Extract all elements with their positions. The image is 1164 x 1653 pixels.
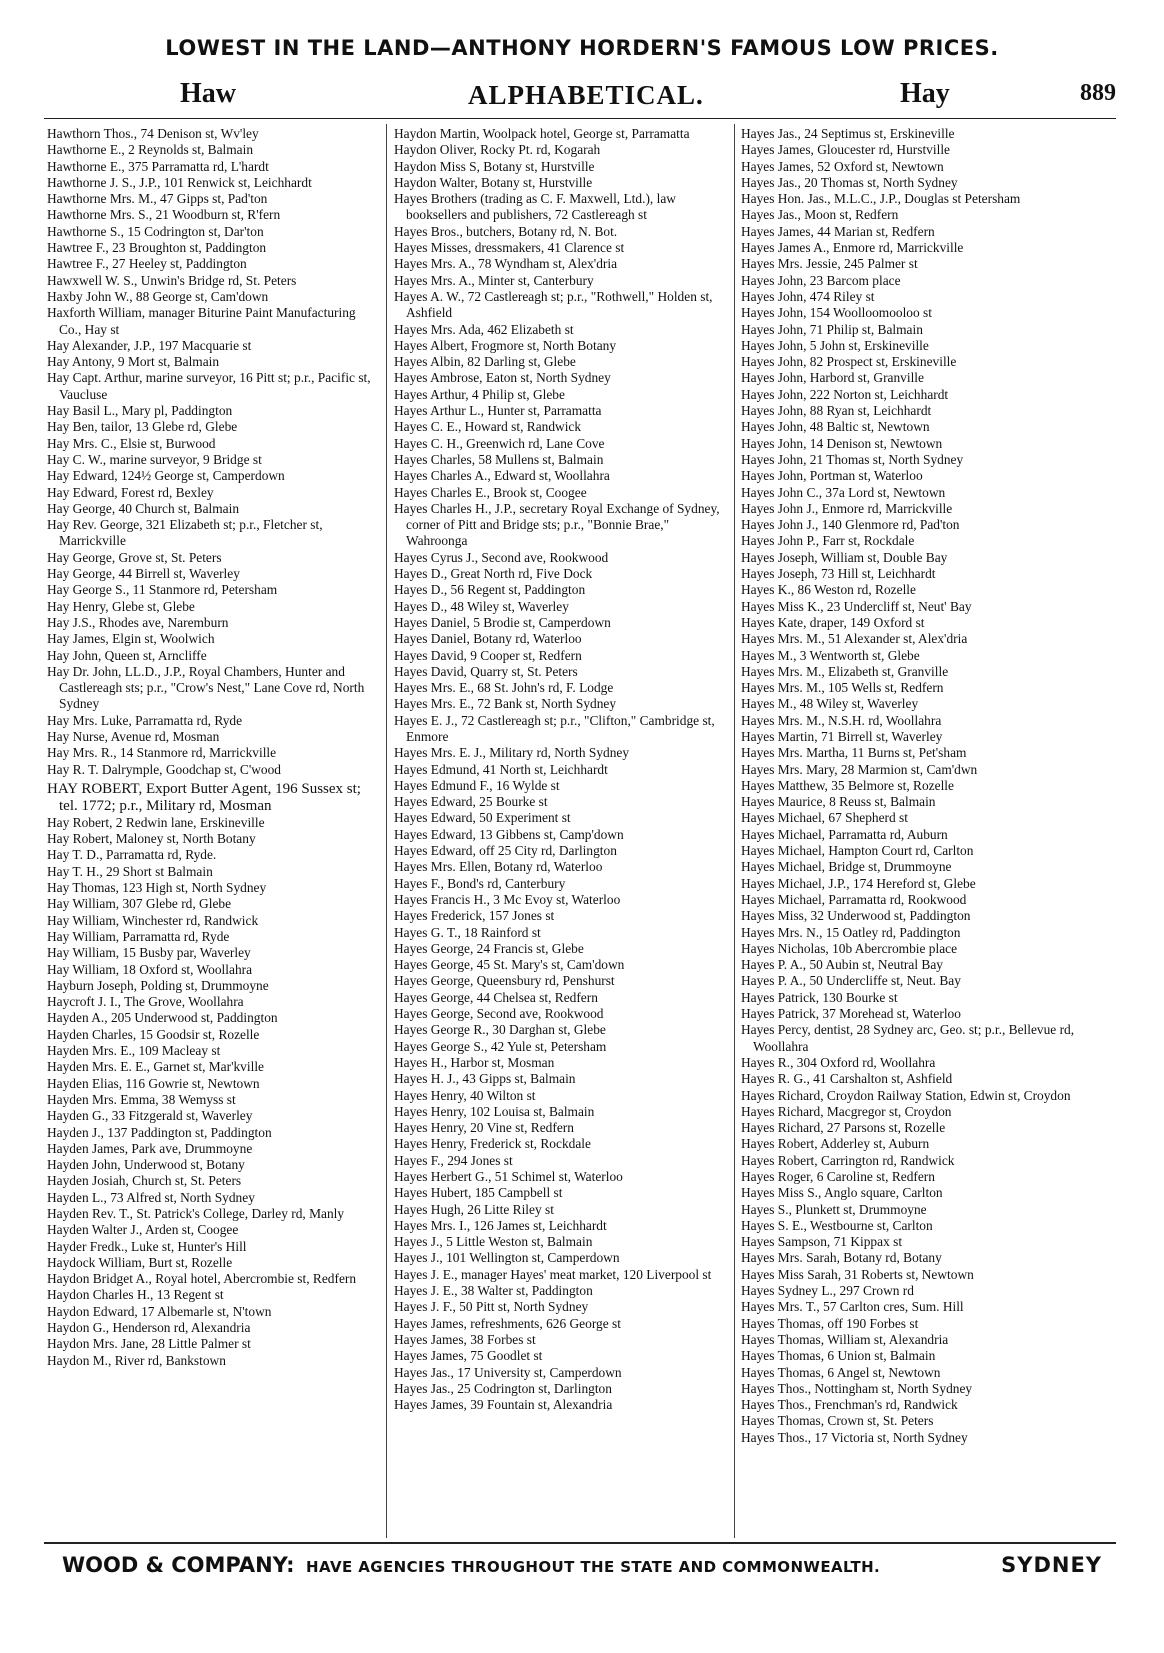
- directory-entry: Hay George, 44 Birrell st, Waverley: [47, 566, 240, 582]
- directory-entry: Hayes Albert, Frogmore st, North Botany: [394, 337, 617, 353]
- directory-entry: Hayes F., 294 Jones st: [394, 1152, 513, 1168]
- directory-entry: Hayes Mrs. I., 126 James st, Leichhardt: [394, 1217, 607, 1233]
- directory-entry: Hawthorne E., 2 Reynolds st, Balmain: [47, 142, 254, 158]
- directory-entry: Hayes A. W., 72 Castlereagh st; p.r., "Rothwell," Holden st, Ashfield: [394, 288, 713, 321]
- directory-entry: Hayes John, 48 Baltic st, Newtown: [741, 419, 930, 435]
- directory-entry: Hayes Sampson, 71 Kippax st: [741, 1234, 903, 1250]
- directory-entry: Hayes John C., 37a Lord st, Newtown: [741, 484, 946, 500]
- directory-entry: Hayden John, Underwood st, Botany: [47, 1157, 245, 1173]
- directory-entry: Hayes C. E., Howard st, Randwick: [394, 419, 582, 435]
- directory-entry: Hay Thomas, 123 High st, North Sydney: [47, 880, 267, 896]
- directory-entry: Hayes Frederick, 157 Jones st: [394, 908, 555, 924]
- directory-entry: Hayes Daniel, 5 Brodie st, Camperdown: [394, 614, 611, 630]
- directory-entry: Haydon Oliver, Rocky Pt. rd, Kogarah: [394, 142, 601, 158]
- directory-entry: Hayes Michael, Bridge st, Drummoyne: [741, 859, 952, 875]
- directory-entry: Hayes Charles H., J.P., secretary Royal Exchange of Sydney, corner of Pitt and Bridge sts; p.r., "Bonnie Brae," Wahroonga: [394, 500, 720, 549]
- directory-entry: Hayes Thomas, Crown st, St. Peters: [741, 1413, 934, 1429]
- directory-entry: Hayes Kate, draper, 149 Oxford st: [741, 614, 925, 630]
- directory-entry: Hayes D., 48 Wiley st, Waverley: [394, 598, 569, 614]
- directory-entry: Hayes Mrs. Ada, 462 Elizabeth st: [394, 321, 574, 337]
- directory-entry: Hayes Mrs. T., 57 Carlton cres, Sum. Hill: [741, 1299, 964, 1315]
- directory-entry: Hawthorne Mrs. M., 47 Gipps st, Pad'ton: [47, 191, 268, 207]
- directory-entry: Hayes Nicholas, 10b Abercrombie place: [741, 940, 958, 956]
- directory-entry: Hayes David, 9 Cooper st, Redfern: [394, 647, 582, 663]
- header-rule: [44, 118, 1116, 119]
- directory-entry: Hay William, 18 Oxford st, Woollahra: [47, 961, 253, 977]
- column-divider: [386, 124, 387, 1538]
- directory-entry: Hayes Michael, J.P., 174 Hereford st, Glebe: [741, 875, 976, 891]
- directory-entry: Hayden Josiah, Church st, St. Peters: [47, 1173, 242, 1189]
- directory-entry: Haydon Edward, 17 Albemarle st, N'town: [47, 1303, 272, 1319]
- directory-entry: Hayes John, 71 Philip st, Balmain: [741, 321, 923, 337]
- directory-entry: Hawthorne Mrs. S., 21 Woodburn st, R'fern: [47, 207, 281, 223]
- directory-column-3: [741, 126, 1086, 1538]
- directory-entry: Hayes Francis H., 3 Mc Evoy st, Waterloo: [394, 891, 621, 907]
- directory-entry: Hay Robert, Maloney st, North Botany: [47, 831, 256, 847]
- directory-entry: Haydon Charles H., 13 Regent st: [47, 1287, 224, 1303]
- left-guide-word: Haw: [180, 78, 236, 109]
- directory-entry: Hay William, 307 Glebe rd, Glebe: [47, 896, 232, 912]
- directory-entry: Hayes James, 39 Fountain st, Alexandria: [394, 1397, 613, 1413]
- directory-entry: Hayes P. A., 50 Aubin st, Neutral Bay: [741, 957, 943, 973]
- directory-entry: Hayes Thomas, 6 Angel st, Newtown: [741, 1364, 941, 1380]
- directory-entry: Hayes R., 304 Oxford rd, Woollahra: [741, 1054, 936, 1070]
- directory-entry: Hayes Miss K., 23 Undercliff st, Neut' Bay: [741, 598, 972, 614]
- directory-entry: Hayes Hubert, 185 Campbell st: [394, 1185, 563, 1201]
- directory-entry: Hayes James, 44 Marian st, Redfern: [741, 223, 935, 239]
- directory-entry: Hay R. T. Dalrymple, Goodchap st, C'wood: [47, 761, 281, 777]
- directory-entry: Hayes Sydney L., 297 Crown rd: [741, 1283, 914, 1299]
- directory-entry: Hayes Patrick, 37 Morehead st, Waterloo: [741, 1006, 961, 1022]
- directory-entry: Hay Nurse, Avenue rd, Mosman: [47, 728, 220, 744]
- directory-entry: Hayes Mrs. M., Elizabeth st, Granville: [741, 663, 949, 679]
- directory-entry: Hayes J. F., 50 Pitt st, North Sydney: [394, 1299, 589, 1315]
- directory-entry: Hayes John P., Farr st, Rockdale: [741, 533, 915, 549]
- directory-entry: Haydock William, Burt st, Rozelle: [47, 1254, 233, 1270]
- directory-entry: Hayden Mrs. E. E., Garnet st, Mar'kville: [47, 1059, 264, 1075]
- directory-entry: Hay Edward, 124½ George st, Camperdown: [47, 468, 285, 484]
- directory-entry: Hayburn Joseph, Polding st, Drummoyne: [47, 977, 269, 993]
- directory-entry: Hayes Edward, 50 Experiment st: [394, 810, 571, 826]
- directory-entry: Haydon G., Henderson rd, Alexandria: [47, 1320, 251, 1336]
- directory-entry: Haydon Walter, Botany st, Hurstville: [394, 174, 593, 190]
- directory-entry: Hayes Henry, 20 Vine st, Redfern: [394, 1120, 574, 1136]
- directory-entry: Hawthorne J. S., J.P., 101 Renwick st, Leichhardt: [47, 174, 312, 190]
- directory-entry: Hayes Maurice, 8 Reuss st, Balmain: [741, 794, 936, 810]
- directory-entry: Haydon Martin, Woolpack hotel, George st, Parramatta: [394, 126, 690, 141]
- directory-entry: Hayes James, 52 Oxford st, Newtown: [741, 158, 944, 174]
- directory-entry: Hayes R. G., 41 Carshalton st, Ashfield: [741, 1071, 953, 1087]
- directory-entry: Hayes James, 75 Goodlet st: [394, 1348, 543, 1364]
- footer-city: SYDNEY: [1001, 1553, 1102, 1577]
- directory-entry: Hayes John, 154 Woolloomooloo st: [741, 305, 932, 321]
- directory-entry: Hay Dr. John, LL.D., J.P., Royal Chambers, Hunter and Castlereagh sts; p.r., "Crow's Nest," Lane Cove rd, North Sydney: [47, 663, 365, 712]
- directory-entry: Hayes Mrs. M., 51 Alexander st, Alex'dria: [741, 631, 968, 647]
- directory-entry: Hayes Charles, 58 Mullens st, Balmain: [394, 451, 604, 467]
- directory-entry: Hayes Mrs. Martha, 11 Burns st, Pet'sham: [741, 745, 967, 761]
- directory-entry: Hayes M., 3 Wentworth st, Glebe: [741, 647, 920, 663]
- directory-entry: Hay J.S., Rhodes ave, Naremburn: [47, 614, 229, 630]
- directory-entry: Hayes Thos., 17 Victoria st, North Sydney: [741, 1429, 968, 1445]
- directory-entry: Hayes George, Second ave, Rookwood: [394, 1006, 604, 1022]
- directory-entry: Hay William, Parramatta rd, Ryde: [47, 928, 230, 944]
- directory-entry: Hayes Michael, Parramatta rd, Rookwood: [741, 891, 967, 907]
- directory-entry: Hayes David, Quarry st, St. Peters: [394, 663, 578, 679]
- directory-entry: Hayes Miss Sarah, 31 Roberts st, Newtown: [741, 1266, 974, 1282]
- directory-entry: Hawthorn Thos., 74 Denison st, Wv'ley: [47, 126, 259, 141]
- directory-entry: Hayes John, Harbord st, Granville: [741, 370, 924, 386]
- directory-entry: Haydon Mrs. Jane, 28 Little Palmer st: [47, 1336, 251, 1352]
- directory-entry: Hay Alexander, J.P., 197 Macquarie st: [47, 337, 252, 353]
- directory-entry: Hay Edward, Forest rd, Bexley: [47, 484, 214, 500]
- directory-entry: Hayes Arthur, 4 Philip st, Glebe: [394, 386, 565, 402]
- directory-entry: Hayes Edmund F., 16 Wylde st: [394, 777, 560, 793]
- directory-entry: Hayes Roger, 6 Caroline st, Redfern: [741, 1169, 935, 1184]
- directory-entry: Hay T. H., 29 Short st Balmain: [47, 863, 213, 879]
- directory-entry: Hayes Edmund, 41 North st, Leichhardt: [394, 761, 608, 777]
- footer-rule: [44, 1542, 1116, 1544]
- directory-entry: Hayden Mrs. E., 109 Macleay st: [47, 1043, 221, 1059]
- directory-entry: Hayes James, 38 Forbes st: [394, 1331, 536, 1347]
- directory-entry: Hawthorne E., 375 Parramatta rd, L'hardt: [47, 158, 269, 174]
- directory-entry: Hay Mrs. R., 14 Stanmore rd, Marrickville: [47, 745, 277, 761]
- directory-entry: Hayes Charles A., Edward st, Woollahra: [394, 468, 610, 484]
- directory-entry: Hayes H., Harbor st, Mosman: [394, 1054, 555, 1070]
- directory-entry: Hayes George R., 30 Darghan st, Glebe: [394, 1022, 606, 1038]
- running-head: [48, 78, 1116, 118]
- bottom-advert-banner: [62, 1553, 1102, 1577]
- directory-entry: Hayes M., 48 Wiley st, Waverley: [741, 696, 919, 712]
- directory-entry: Hay Henry, Glebe st, Glebe: [47, 598, 195, 614]
- directory-entry: Hayes D., Great North rd, Five Dock: [394, 566, 593, 582]
- directory-entry: Hayes H. J., 43 Gipps st, Balmain: [394, 1071, 576, 1087]
- directory-entry: Hay Ben, tailor, 13 Glebe rd, Glebe: [47, 419, 238, 435]
- directory-entry: Hawthorne S., 15 Codrington st, Dar'ton: [47, 223, 264, 239]
- directory-entry: Hayes George S., 42 Yule st, Petersham: [394, 1038, 607, 1054]
- directory-entry: Hayes Matthew, 35 Belmore st, Rozelle: [741, 777, 954, 793]
- directory-entry: Hayes Mrs. Ellen, Botany rd, Waterloo: [394, 859, 603, 875]
- directory-entry: Hayes John, 222 Norton st, Leichhardt: [741, 386, 949, 402]
- directory-entry: Hayes Jas., 24 Septimus st, Erskineville: [741, 126, 955, 141]
- directory-entry: Hayes Richard, Macgregor st, Croydon: [741, 1103, 952, 1119]
- directory-entry: Hayes John, 474 Riley st: [741, 288, 875, 304]
- directory-entry: Hayes John, 23 Barcom place: [741, 272, 901, 288]
- directory-entry: Hay James, Elgin st, Woolwich: [47, 631, 215, 647]
- directory-entry: Hayes Michael, Parramatta rd, Auburn: [741, 826, 948, 842]
- directory-entry: Haydon Miss S, Botany st, Hurstville: [394, 158, 595, 174]
- directory-entry: Haycroft J. I., The Grove, Woollahra: [47, 994, 244, 1010]
- directory-entry: Hayden A., 205 Underwood st, Paddington: [47, 1010, 278, 1026]
- directory-entry: Hayes Mrs. M., 105 Wells st, Redfern: [741, 680, 944, 696]
- directory-entry: Hay C. W., marine surveyor, 9 Bridge st: [47, 451, 262, 467]
- directory-entry: Hay Rev. George, 321 Elizabeth st; p.r., Fletcher st, Marrickville: [47, 517, 323, 549]
- directory-entry: Hayes Mrs. M., N.S.H. rd, Woollahra: [741, 712, 942, 728]
- directory-entry: Hay John, Queen st, Arncliffe: [47, 647, 207, 663]
- directory-entry: Haxforth William, manager Biturine Paint Manufacturing Co., Hay st: [47, 305, 356, 337]
- directory-entry: Hayes John, 14 Denison st, Newtown: [741, 435, 943, 451]
- directory-entry: Hayden Mrs. Emma, 38 Wemyss st: [47, 1091, 236, 1107]
- directory-entry: Hayes Cyrus J., Second ave, Rookwood: [394, 549, 609, 565]
- directory-entry: Hayes Thomas, William st, Alexandria: [741, 1331, 949, 1347]
- directory-entry: Hawtree F., 23 Broughton st, Paddington: [47, 240, 267, 256]
- directory-entry: Hayes D., 56 Regent st, Paddington: [394, 582, 586, 598]
- directory-entry: Hayes Percy, dentist, 28 Sydney arc, Geo. st; p.r., Bellevue rd, Woollahra: [741, 1022, 1075, 1054]
- directory-entry: Hayes C. H., Greenwich rd, Lane Cove: [394, 435, 605, 451]
- directory-column-1: [47, 126, 379, 1538]
- directory-entry: Hayes J., 5 Little Weston st, Balmain: [394, 1234, 593, 1250]
- directory-entry: Hayes J., 101 Wellington st, Camperdown: [394, 1250, 620, 1266]
- directory-entry: Hayes Jas., 17 University st, Camperdown: [394, 1364, 622, 1380]
- page-title: ALPHABETICAL.: [468, 80, 704, 110]
- directory-entry: Hayes Henry, 102 Louisa st, Balmain: [394, 1103, 595, 1119]
- directory-entry: Hayes Robert, Adderley st, Auburn: [741, 1136, 930, 1152]
- directory-entry: Hayes E. J., 72 Castlereagh st; p.r., "Clifton," Cambridge st, Enmore: [394, 712, 715, 744]
- directory-entry: Hayes John, 82 Prospect st, Erskineville: [741, 354, 957, 370]
- footer-company: WOOD & COMPANY:: [62, 1553, 295, 1577]
- directory-entry: Hayden Rev. T., St. Patrick's College, Darley rd, Manly: [47, 1206, 345, 1221]
- directory-entry: Hayes Thos., Nottingham st, North Sydney: [741, 1380, 973, 1396]
- directory-entry: Hay George, 40 Church st, Balmain: [47, 500, 240, 516]
- directory-entry: Hay Capt. Arthur, marine surveyor, 16 Pitt st; p.r., Pacific st, Vaucluse: [47, 370, 371, 402]
- directory-entry: Hayes Jas., 25 Codrington st, Darlington: [394, 1380, 612, 1396]
- top-advert-banner: LOWEST IN THE LAND—ANTHONY HORDERN'S FAMOUS LOW PRICES.: [165, 36, 999, 60]
- directory-entry: Hayes John, 5 John st, Erskineville: [741, 337, 929, 353]
- directory-entry: Hay George, Grove st, St. Peters: [47, 549, 222, 565]
- page-number: 889: [1080, 80, 1116, 106]
- directory-entry: Hayes Joseph, 73 Hill st, Leichhardt: [741, 566, 936, 582]
- directory-entry: Hayes Edward, 25 Bourke st: [394, 794, 548, 810]
- directory-entry: Hayes James, refreshments, 626 George st: [394, 1315, 621, 1331]
- directory-entry: Hayes J. E., 38 Walter st, Paddington: [394, 1283, 593, 1299]
- directory-entry: Hayder Fredk., Luke st, Hunter's Hill: [47, 1238, 247, 1254]
- directory-entry: Hayes S., Plunkett st, Drummoyne: [741, 1201, 927, 1217]
- directory-entry: Hayes John, 21 Thomas st, North Sydney: [741, 451, 964, 467]
- directory-entry: Hayes Miss S., Anglo square, Carlton: [741, 1185, 943, 1201]
- directory-entry: Hay Mrs. Luke, Parramatta rd, Ryde: [47, 712, 243, 728]
- directory-entry: Hayes John J., Enmore rd, Marrickville: [741, 500, 953, 516]
- directory-entry: HAY ROBERT, Export Butter Agent, 196 Sussex st; tel. 1772; p.r., Military rd, Mosman: [47, 780, 361, 814]
- directory-entry: Hayes Mrs. A., 78 Wyndham st, Alex'dria: [394, 256, 618, 272]
- directory-entry: Hayes Patrick, 130 Bourke st: [741, 989, 898, 1005]
- directory-entry: Haxby John W., 88 George st, Cam'down: [47, 288, 269, 304]
- directory-entry: Hayes S. E., Westbourne st, Carlton: [741, 1217, 933, 1233]
- directory-entry: Hayes James A., Enmore rd, Marrickville: [741, 240, 964, 256]
- directory-entry: Hayden J., 137 Paddington st, Paddington: [47, 1124, 272, 1140]
- directory-entry: Hay Mrs. C., Elsie st, Burwood: [47, 435, 216, 451]
- directory-entry: Hayes G. T., 18 Rainford st: [394, 924, 541, 940]
- directory-entry: Hayes George, Queensbury rd, Penshurst: [394, 973, 615, 989]
- directory-entry: Hayes Albin, 82 Darling st, Glebe: [394, 354, 576, 370]
- directory-entry: Hayes Henry, 40 Wilton st: [394, 1087, 536, 1103]
- directory-entry: Hayes Mrs. A., Minter st, Canterbury: [394, 272, 594, 288]
- directory-entry: Hayes John, Portman st, Waterloo: [741, 468, 923, 484]
- directory-entry: Hayes Charles E., Brook st, Coogee: [394, 484, 587, 500]
- directory-entry: Hayes Jas., 20 Thomas st, North Sydney: [741, 174, 958, 190]
- directory-entry: Hayden L., 73 Alfred st, North Sydney: [47, 1189, 255, 1205]
- directory-entry: Hayes Michael, Hampton Court rd, Carlton: [741, 843, 974, 859]
- directory-entry: Hay George S., 11 Stanmore rd, Petersham: [47, 582, 278, 598]
- directory-entry: Hayes Mrs. E., 68 St. John's rd, F. Lodge: [394, 680, 614, 696]
- directory-entry: Hayes Mrs. Jessie, 245 Palmer st: [741, 256, 918, 272]
- directory-entry: Hay Robert, 2 Redwin lane, Erskineville: [47, 814, 265, 830]
- directory-entry: Hayes Edward, 13 Gibbens st, Camp'down: [394, 826, 624, 842]
- directory-entry: Hayes Joseph, William st, Double Bay: [741, 549, 948, 565]
- directory-entry: Hayden James, Park ave, Drummoyne: [47, 1140, 253, 1156]
- directory-entry: Hayes Thomas, 6 Union st, Balmain: [741, 1348, 936, 1364]
- directory-entry: Hayes Thomas, off 190 Forbes st: [741, 1315, 919, 1331]
- directory-entry: Hayden Charles, 15 Goodsir st, Rozelle: [47, 1026, 260, 1042]
- directory-entry: Hayes K., 86 Weston rd, Rozelle: [741, 582, 916, 598]
- directory-entry: Hayes Mrs. Sarah, Botany rd, Botany: [741, 1250, 942, 1266]
- directory-entry: Hayes Mrs. N., 15 Oatley rd, Paddington: [741, 924, 961, 940]
- directory-entry: Hawxwell W. S., Unwin's Bridge rd, St. Peters: [47, 272, 297, 288]
- directory-column-2: [394, 126, 728, 1538]
- directory-entry: Hay William, Winchester rd, Randwick: [47, 912, 259, 928]
- directory-entry: Hayes P. A., 50 Undercliffe st, Neut. Bay: [741, 973, 961, 989]
- directory-entry: Hayes Daniel, Botany rd, Waterloo: [394, 631, 582, 647]
- directory-entry: Hay T. D., Parramatta rd, Ryde.: [47, 847, 217, 863]
- directory-entry: Hayes Misses, dressmakers, 41 Clarence st: [394, 240, 625, 256]
- directory-entry: Hayes Ambrose, Eaton st, North Sydney: [394, 370, 611, 386]
- directory-entry: Hayes Hon. Jas., M.L.C., J.P., Douglas st Petersham: [741, 191, 1021, 207]
- right-guide-word: Hay: [900, 78, 950, 109]
- directory-entry: Hayes Mrs. E. J., Military rd, North Sydney: [394, 745, 630, 761]
- directory-entry: Hayes Richard, 27 Parsons st, Rozelle: [741, 1120, 946, 1136]
- directory-entry: Hayes J. E., manager Hayes' meat market, 120 Liverpool st: [394, 1266, 712, 1282]
- directory-entry: Haydon Bridget A., Royal hotel, Abercrombie st, Redfern: [47, 1271, 357, 1287]
- directory-entry: Hayes Mrs. Mary, 28 Marmion st, Cam'dwn: [741, 761, 978, 777]
- directory-entry: Hay Basil L., Mary pl, Paddington: [47, 403, 233, 419]
- directory-entry: Hayes Herbert G., 51 Schimel st, Waterloo: [394, 1169, 623, 1184]
- directory-entry: Hayes Henry, Frederick st, Rockdale: [394, 1136, 591, 1152]
- directory-entry: Hayes Miss, 32 Underwood st, Paddington: [741, 908, 971, 924]
- directory-entry: Hayes Arthur L., Hunter st, Parramatta: [394, 403, 602, 419]
- directory-entry: Hayes Bros., butchers, Botany rd, N. Bot.: [394, 223, 618, 239]
- directory-entry: Hayden G., 33 Fitzgerald st, Waverley: [47, 1108, 253, 1124]
- directory-entry: Hayes F., Bond's rd, Canterbury: [394, 875, 566, 891]
- directory-entry: Hayes Mrs. E., 72 Bank st, North Sydney: [394, 696, 617, 712]
- directory-entry: Hayes Michael, 67 Shepherd st: [741, 810, 908, 826]
- directory-entry: Hayes Jas., Moon st, Redfern: [741, 207, 899, 223]
- directory-entry: Hayes George, 44 Chelsea st, Redfern: [394, 989, 598, 1005]
- directory-entry: Hayes Brothers (trading as C. F. Maxwell, Ltd.), law booksellers and publishers, 72 Castlereagh st: [394, 191, 676, 223]
- directory-entry: Hayden Elias, 116 Gowrie st, Newtown: [47, 1075, 260, 1091]
- directory-entry: Hayes Martin, 71 Birrell st, Waverley: [741, 728, 943, 744]
- directory-entry: Hayes George, 24 Francis st, Glebe: [394, 940, 584, 956]
- directory-entry: Hayes Hugh, 26 Litte Riley st: [394, 1201, 554, 1217]
- directory-entry: Hayes Robert, Carrington rd, Randwick: [741, 1152, 955, 1168]
- directory-entry: Hay Antony, 9 Mort st, Balmain: [47, 354, 220, 370]
- directory-entry: Hayes Thos., Frenchman's rd, Randwick: [741, 1397, 958, 1413]
- directory-entry: Hawtree F., 27 Heeley st, Paddington: [47, 256, 247, 272]
- directory-entry: Hayes Edward, off 25 City rd, Darlington: [394, 843, 617, 859]
- directory-entry: Hayes George, 45 St. Mary's st, Cam'down: [394, 957, 625, 973]
- directory-entry: Hayes John J., 140 Glenmore rd, Pad'ton: [741, 517, 960, 533]
- directory-entry: Haydon M., River rd, Bankstown: [47, 1352, 226, 1368]
- footer-tagline: HAVE AGENCIES THROUGHOUT THE STATE AND COMMONWEALTH.: [306, 1558, 881, 1576]
- directory-entry: Hayden Walter J., Arden st, Coogee: [47, 1222, 239, 1238]
- directory-entry: Hayes James, Gloucester rd, Hurstville: [741, 142, 950, 158]
- directory-entry: Hayes Richard, Croydon Railway Station, Edwin st, Croydon: [741, 1087, 1071, 1103]
- directory-entry: Hayes John, 88 Ryan st, Leichhardt: [741, 403, 932, 419]
- directory-entry: Hay William, 15 Busby par, Waverley: [47, 945, 251, 961]
- column-divider: [734, 124, 735, 1538]
